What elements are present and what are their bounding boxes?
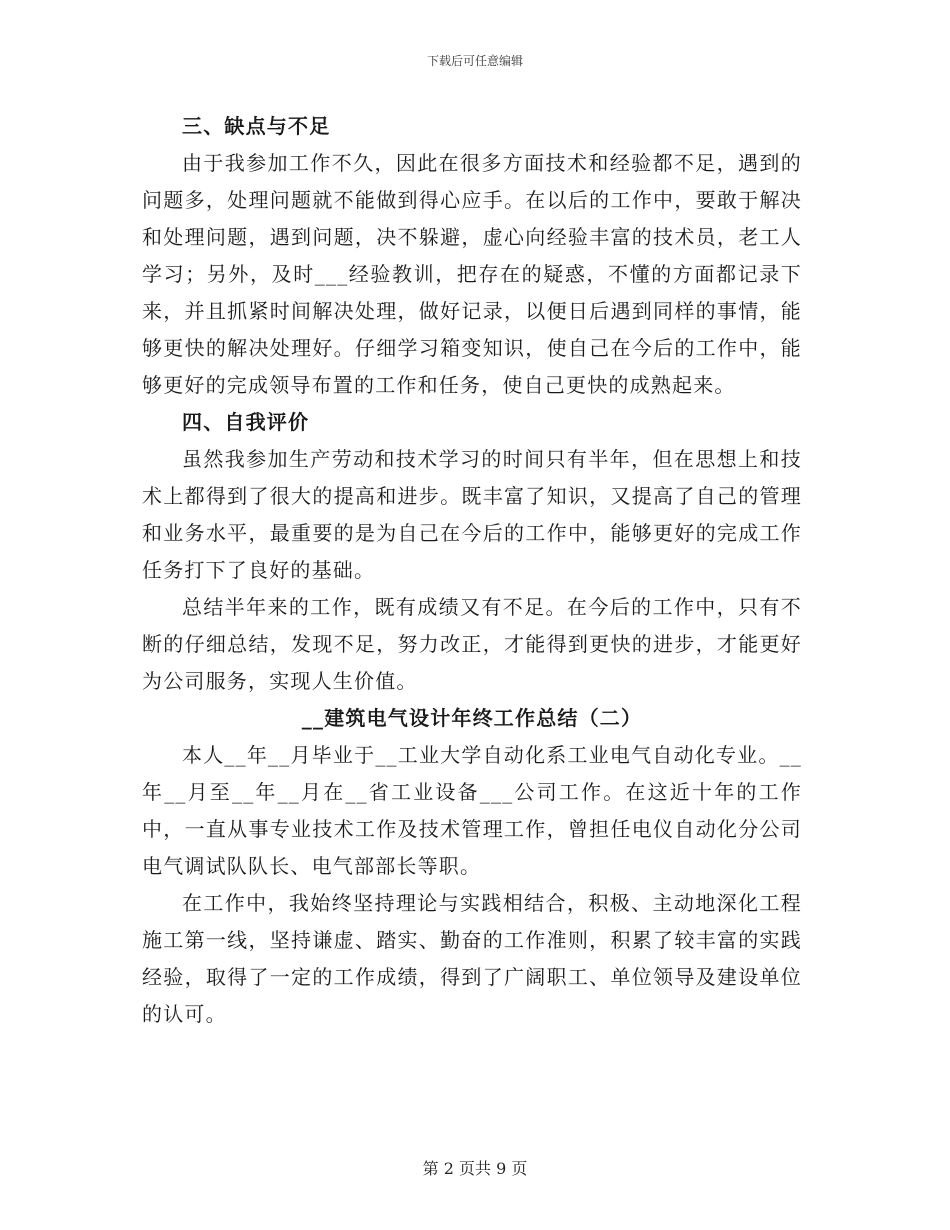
section-heading-self-evaluation: 四、自我评价	[182, 410, 310, 434]
page-number: 第 2 页共 9 页	[422, 1159, 528, 1178]
page-header: 下载后可任意编辑	[426, 54, 523, 68]
section-heading-shortcomings: 三、缺点与不足	[182, 114, 331, 138]
paragraph: 在工作中，我始终坚持理论与实践相结合，积极、主动地深化工程施工第一线，坚持谦虚、踏实、勤奋的工作准则，积累了较丰富的实践经验，取得了一定的工作成绩，得到了广阔职工、单位领导及建设单位的认可。	[142, 891, 802, 1026]
paragraph: 本人__年__月毕业于__工业大学自动化系工业电气自动化专业。__年__月至__年__月在__省工业设备___公司工作。在这近十年的工作中，一直从事专业技术工作及技术管理工作，曾担任电仪自动化分公司电气调试队队长、电气部部长等职。	[142, 743, 802, 878]
paragraph: 虽然我参加生产劳动和技术学习的时间只有半年，但在思想上和技术上都得到了很大的提高和进步。既丰富了知识，又提高了自己的管理和业务水平，最重要的是为自己在今后的工作中，能够更好的完成工作任务打下了良好的基础。	[142, 447, 802, 582]
paragraph: 总结半年来的工作，既有成绩又有不足。在今后的工作中，只有不断的仔细总结，发现不足，努力改正，才能得到更快的进步，才能更好为公司服务，实现人生价值。	[142, 595, 802, 693]
paragraph: 由于我参加工作不久，因此在很多方面技术和经验都不足，遇到的问题多，处理问题就不能做到得心应手。在以后的工作中，要敢于解决和处理问题，遇到问题，决不躲避，虚心向经验丰富的技术员，老工人学习；另外，及时___经验教训，把存在的疑惑，不懂的方面都记录下来，并且抓紧时间解决处理，做好记录，以便日后遇到同样的事情，能够更快的解决处理好。仔细学习箱变知识，使自己在今后的工作中，能够更好的完成领导布置的工作和任务，使自己更快的成熟起来。	[142, 151, 802, 397]
article-title: __建筑电气设计年终工作总结（二）	[301, 706, 643, 730]
document-body	[142, 108, 802, 1033]
